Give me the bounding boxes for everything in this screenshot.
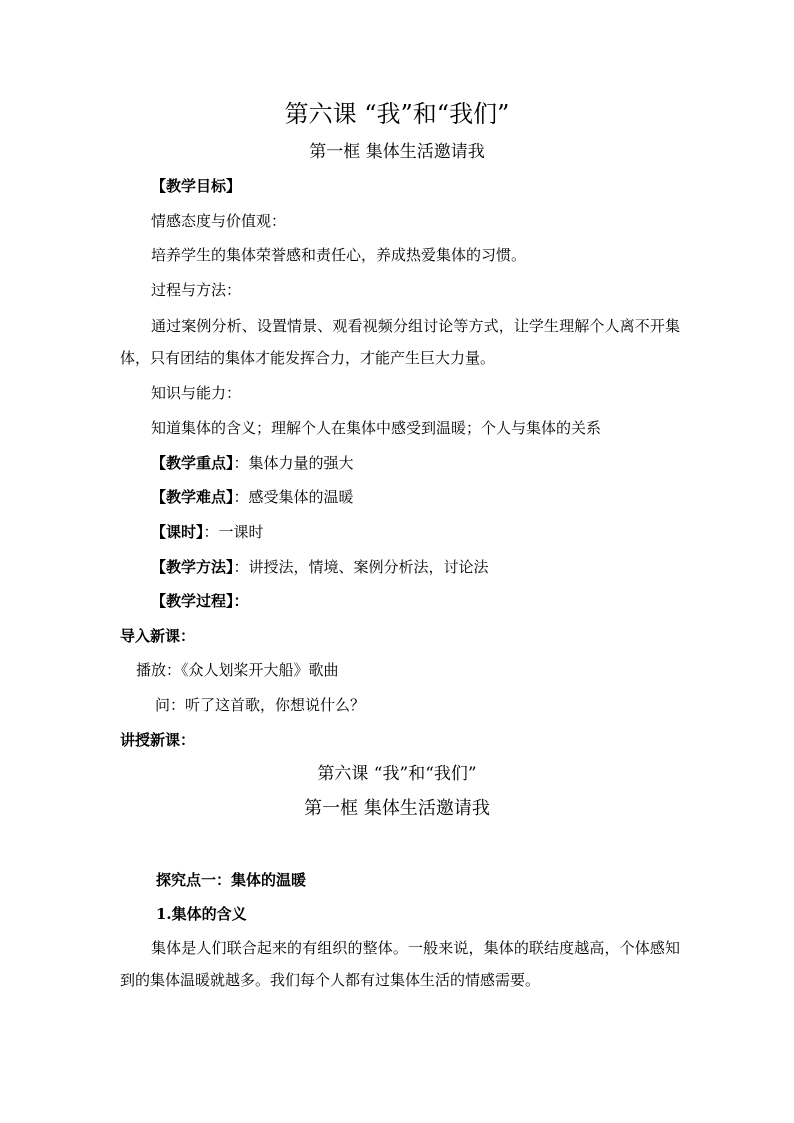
key-points-value: ：集体力量的强大 bbox=[233, 454, 354, 472]
lecture-subtitle: 第一框 集体生活邀请我 bbox=[304, 798, 490, 819]
emotion-label: 情感态度与价值观： bbox=[151, 212, 287, 230]
point1-heading: 1.集体的含义 bbox=[156, 905, 247, 923]
difficult-points-label: 【教学难点】 bbox=[151, 488, 234, 506]
key-points-row bbox=[151, 453, 354, 473]
class-hours-value: ：一课时 bbox=[203, 523, 264, 541]
emotion-text: 培养学生的集体荣誉感和责任心，养成热爱集体的习惯。 bbox=[151, 246, 527, 264]
intro-play: 播放：《众人划桨开大船》歌曲 bbox=[136, 661, 339, 679]
methods-label: 【教学方法】 bbox=[151, 558, 234, 576]
class-hours-row bbox=[151, 522, 264, 542]
objectives-heading: 【教学目标】 bbox=[151, 177, 242, 195]
procedure-value: ： bbox=[233, 592, 249, 610]
lecture-title: 第六课 “我”和“我们” bbox=[317, 764, 477, 784]
knowledge-label: 知识与能力： bbox=[151, 384, 242, 402]
point1-text: 集体是人们联合起来的有组织的整体。一般来说，集体的联结度越高，个体感知到的集体温暖就越多。我们每个人都有过集体生活的情感需要。 bbox=[120, 939, 680, 989]
methods-value: ：讲授法，情境、案例分析法，讨论法 bbox=[233, 558, 489, 576]
intro-question: 问：听了这首歌，你想说什么？ bbox=[155, 696, 366, 714]
key-points-label: 【教学重点】 bbox=[151, 454, 234, 472]
process-text: 通过案例分析、设置情景、观看视频分组讨论等方式，让学生理解个人离不开集体，只有团结的集体才能发挥合力，才能产生巨大力量。 bbox=[120, 317, 680, 367]
procedure-row bbox=[151, 591, 249, 611]
procedure-label: 【教学过程】 bbox=[151, 592, 234, 610]
process-label: 过程与方法： bbox=[151, 281, 242, 299]
lecture-heading: 讲授新课： bbox=[120, 731, 196, 749]
difficult-points-row bbox=[151, 487, 354, 507]
knowledge-text: 知道集体的含义；理解个人在集体中感受到温暖；个人与集体的关系 bbox=[151, 419, 602, 437]
methods-row bbox=[151, 557, 489, 577]
lesson-subtitle: 第一框 集体生活邀请我 bbox=[309, 142, 485, 162]
intro-heading: 导入新课： bbox=[120, 627, 196, 645]
inquiry-heading: 探究点一：集体的温暖 bbox=[156, 871, 307, 889]
difficult-points-value: ：感受集体的温暖 bbox=[233, 488, 354, 506]
lesson-title: 第六课 “我”和“我们” bbox=[284, 100, 510, 128]
class-hours-label: 【课时】 bbox=[151, 523, 204, 541]
